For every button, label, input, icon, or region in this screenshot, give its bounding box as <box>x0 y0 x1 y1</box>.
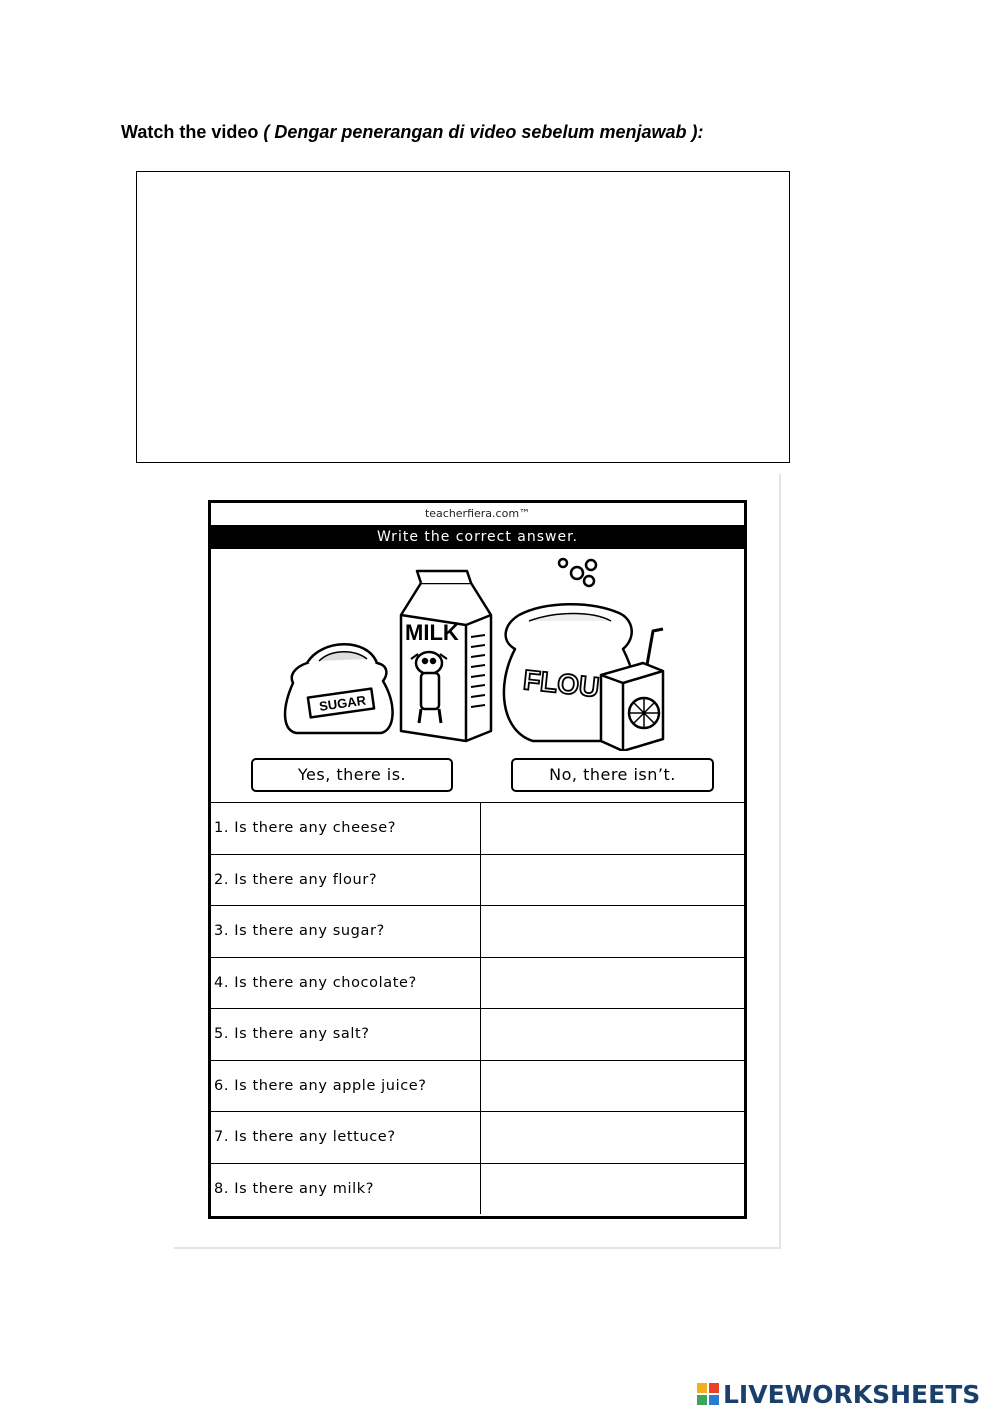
table-row <box>211 1009 744 1061</box>
question-2: 2. Is there any flour? <box>211 854 481 906</box>
question-3: 3. Is there any sugar? <box>211 906 481 958</box>
instruction-text <box>121 122 703 143</box>
option-yes: Yes, there is. <box>251 758 453 792</box>
table-row <box>211 803 744 855</box>
option-no: No, there isn’t. <box>511 758 714 792</box>
question-7: 7. Is there any lettuce? <box>211 1112 481 1164</box>
flour-label: FLOU <box>521 664 601 703</box>
question-6: 6. Is there any apple juice? <box>211 1060 481 1112</box>
liveworksheets-logo-text: LIVEWORKSHEETS <box>723 1379 981 1409</box>
answer-field-2[interactable] <box>481 854 745 906</box>
question-5: 5. Is there any salt? <box>211 1009 481 1061</box>
video-embed[interactable] <box>136 171 790 463</box>
answer-field-4[interactable] <box>481 957 745 1009</box>
milk-carton-icon <box>401 583 491 741</box>
worksheet-banner: Write the correct answer. <box>211 525 744 549</box>
question-4: 4. Is there any chocolate? <box>211 957 481 1009</box>
answer-field-7[interactable] <box>481 1112 745 1164</box>
question-1: 1. Is there any cheese? <box>211 803 481 855</box>
table-row <box>211 1112 744 1164</box>
instruction-italic: Dengar penerangan di video sebelum menjawab <box>274 122 687 142</box>
table-row <box>211 1163 744 1214</box>
table-row <box>211 906 744 958</box>
answer-field-3[interactable] <box>481 906 745 958</box>
answer-field-8[interactable] <box>481 1163 745 1214</box>
question-table <box>211 802 744 1214</box>
table-row <box>211 957 744 1009</box>
site-credit: teacherfiera.com™ <box>424 507 531 520</box>
question-8: 8. Is there any milk? <box>211 1163 481 1214</box>
answer-field-5[interactable] <box>481 1009 745 1061</box>
liveworksheets-logo[interactable] <box>697 1378 980 1410</box>
instruction-lead: Watch the video <box>121 122 259 142</box>
worksheet <box>208 500 747 1219</box>
liveworksheets-logo-icon <box>697 1383 719 1405</box>
answer-field-6[interactable] <box>481 1060 745 1112</box>
instruction-open-paren: ( <box>258 122 275 142</box>
table-row <box>211 1060 744 1112</box>
food-illustration <box>271 555 691 751</box>
table-row <box>211 854 744 906</box>
sugar-label: SUGAR <box>318 692 367 714</box>
milk-label: MILK <box>405 620 459 645</box>
answer-field-1[interactable] <box>481 803 745 855</box>
instruction-close: ): <box>686 122 704 142</box>
